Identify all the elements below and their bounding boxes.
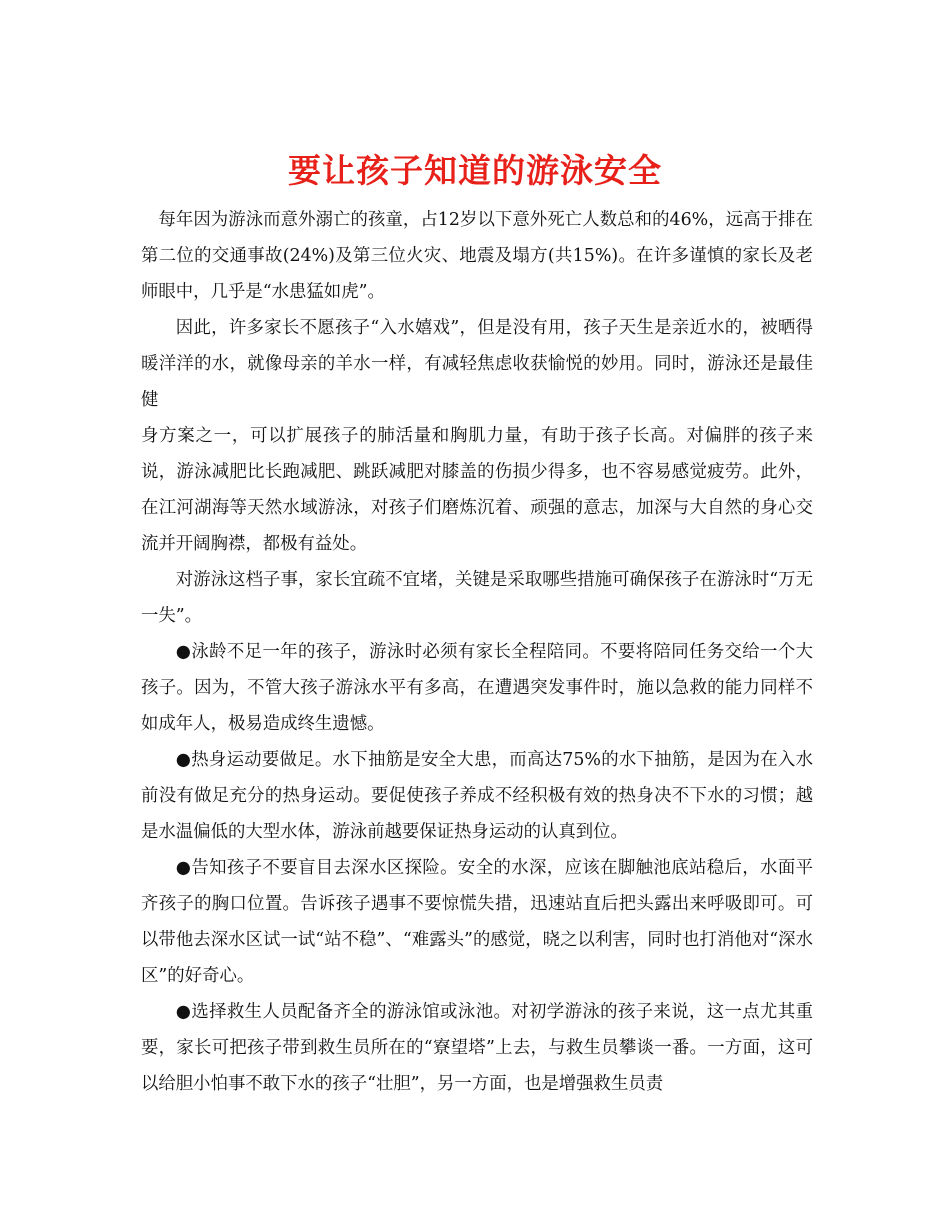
paragraph-2: 因此，许多家长不愿孩子“入水嬉戏”，但是没有用，孩子天生是亲近水的，被晒得暖洋洋的水，就像母亲的羊水一样，有减轻焦虑收获愉悦的妙用。同时，游泳还是最佳健 xyxy=(141,318,813,410)
bullet-paragraph-2: ●热身运动要做足。水下抽筋是安全大患，而高达75%的水下抽筋，是因为在入水前没有做足充分的热身运动。要促使孩子养成不经积极有效的热身决不下水的习惯；越是水温偏低的大型水体，游泳前越要保证热身运动的认真到位。 xyxy=(141,750,813,842)
paragraph-3: 身方案之一，可以扩展孩子的肺活量和胸肌力量，有助于孩子长高。对偏胖的孩子来说，游泳减肥比长跑减肥、跳跃减肥对膝盖的伤损少得多，也不容易感觉疲劳。此外，在江河湖海等天然水域游泳，对孩子们磨炼沉着、顽强的意志，加深与大自然的身心交流并开阔胸襟，都极有益处。 xyxy=(141,426,813,554)
bullet-paragraph-4: ●选择救生人员配备齐全的游泳馆或泳池。对初学游泳的孩子来说，这一点尤其重要，家长可把孩子带到救生员所在的“寮望塔”上去，与救生员攀谈一番。一方面，这可以给胆小怕事不敢下水的孩子“壮胆”，另一方面，也是增强救生员责 xyxy=(141,1002,813,1094)
bullet-paragraph-1: ●泳龄不足一年的孩子，游泳时必须有家长全程陪同。不要将陪同任务交给一个大孩子。因为，不管大孩子游泳水平有多高，在遭遇突发事件时，施以急救的能力同样不如成年人，极易造成终生遗憾。 xyxy=(141,642,813,734)
document-title: 要让孩子知道的游泳安全 xyxy=(288,151,662,191)
bullet-paragraph-3: ●告知孩子不要盲目去深水区探险。安全的水深，应该在脚触池底站稳后，水面平齐孩子的胸口位置。告诉孩子遇事不要惊慌失措，迅速站直后把头露出来呼吸即可。可以带他去深水区试一试“站不稳”、“难露头”的感觉，晓之以利害，同时也打消他对“深水区”的好奇心。 xyxy=(141,858,813,986)
paragraph-1: 每年因为游泳而意外溺亡的孩童，占12岁以下意外死亡人数总和的46%，远高于排在第二位的交通事故(24%)及第三位火灾、地震及塌方(共15%)。在许多谨慎的家长及老师眼中，几乎是“水患猛如虎”。 xyxy=(141,210,813,302)
paragraph-4: 对游泳这档子事，家长宜疏不宜堵，关键是采取哪些措施可确保孩子在游泳时“万无一失”。 xyxy=(141,570,813,626)
document-body xyxy=(141,202,813,1102)
